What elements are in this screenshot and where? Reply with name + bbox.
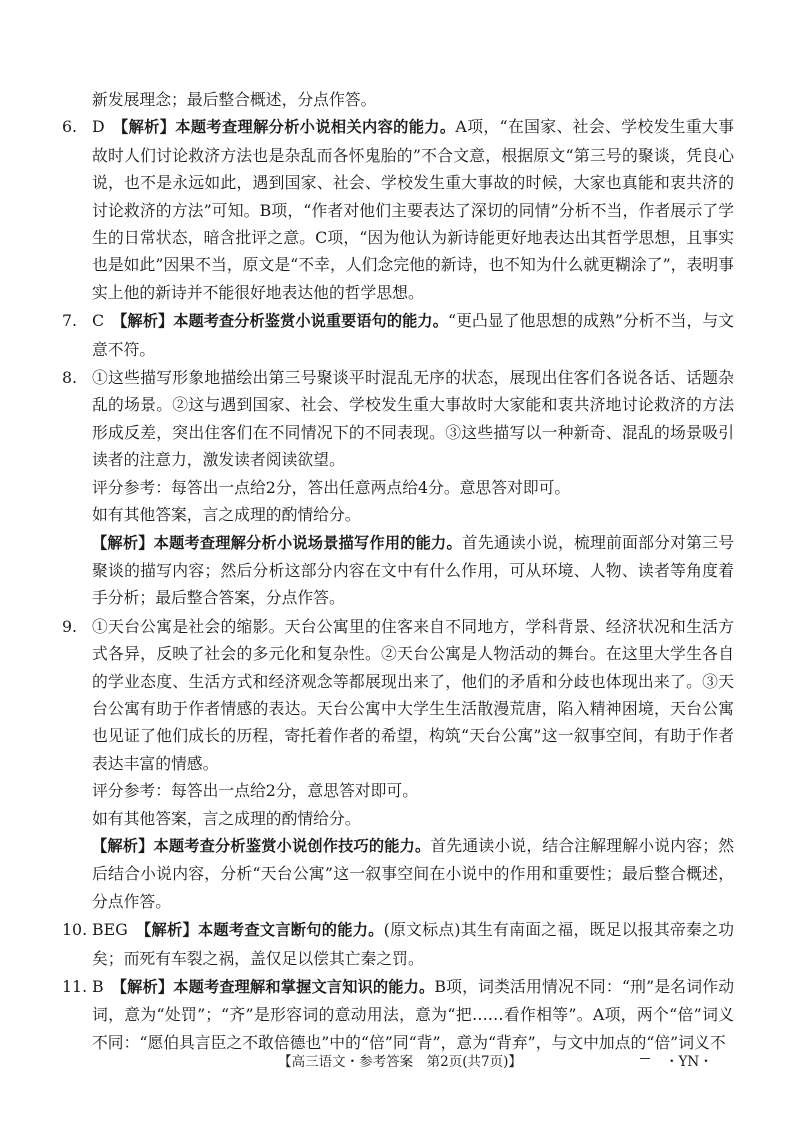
other-answer-note: 如有其他答案，言之成理的酌情给分。 [92, 505, 361, 525]
answer-text: ①这些描写形象地描绘出第三号聚谈平时混乱无序的状态，展现出住客们各说各话、话题杂乱的场景。②这与遇到国家、社会、学校发生重大事故时大家能和衷共济地讨论救济的方法形成反差，突出住客们在不同情况下的不同表现。③这些描写以一种新奇、混乱的场景吸引读者的注意力，激发读者阅读欲望。 [92, 368, 734, 470]
scoring-note: 评分参考：每答出一点给2分，答出任意两点给4分。意思答对即可。 [92, 477, 571, 497]
analysis-tag: 【解析】 [92, 836, 154, 855]
scoring-note: 评分参考：每答出一点给2分，意思答对即可。 [92, 781, 418, 801]
answer-choice: BEG [92, 920, 128, 940]
item-number: 11. [62, 977, 88, 996]
answer-item-9 [62, 613, 734, 915]
analysis-text: A项，“在国家、社会、学校发生重大事故时人们讨论救济方法也是杂乱而各怀鬼胎的”不合文意，根据原文“第三号的聚谈，凭良心说，也不是永远如此，遇到国家、社会、学校发生重大事故的时候，大家也真能和衷共济的讨论救济的方法”可知。B项，“作者对他们主要表达了深切的同情”分析不当，作者展示了学生的日常状态，暗含批评之意。C项，“因为他认为新诗能更好地表达出其哲学思想，且事实也是如此”因果不当，原文是“不幸，人们念完他的新诗，也不知为什么就更糊涂了”，表明事实上他的新诗并不能很好地表达他的哲学思想。 [92, 117, 735, 302]
answer-choice: D [92, 117, 105, 137]
answer-choice: C [92, 311, 105, 331]
analysis-text: 首先通读小说，梳理前面部分对第三号聚谈的描写内容；然后分析这部分内容在文中有什么作用，可从环境、人物、读者等角度着手分析；最后整合答案，分点作答。 [92, 532, 734, 608]
answer-choice: B [92, 977, 104, 996]
analysis-heading: 本题考查理解和掌握文言知识的能力。 [173, 978, 435, 996]
answer-item-7 [62, 307, 734, 363]
analysis-tag: 【解析】 [92, 533, 154, 552]
analysis-heading: 本题考查理解分析小说场景描写作用的能力。 [153, 533, 462, 552]
footer-code: ・YN・ [665, 1054, 713, 1070]
analysis-heading: 本题考查分析鉴赏小说重要语句的能力。 [173, 312, 448, 331]
item-number: 10. [62, 920, 88, 940]
analysis-text: “更凸显了他思想的成熟”分析不当，与文意不符。 [92, 311, 735, 359]
analysis-heading: 本题考查文言断句的能力。 [197, 921, 384, 940]
page-content [62, 86, 734, 1056]
analysis-tag: 【解析】 [135, 921, 198, 940]
answer-item-11 [62, 973, 734, 1056]
item-number: 9. [62, 616, 78, 636]
answer-item-6 [62, 113, 734, 306]
item-number: 8. [62, 368, 78, 388]
analysis-heading: 本题考查分析鉴赏小说创作技巧的能力。 [153, 836, 431, 855]
analysis-text: B项，词类活用情况不同：“刑”是名词作动词，意为“处罚”；“齐”是形容词的意动用法，意为“把……看作相等”。A项，两个“倍”词义不同：“愿伯具言臣之不敢倍德也”中的“倍”同“背”，意为“背弃”，与文中加点的“倍”词义不 [92, 977, 735, 1052]
answer-item-10 [62, 916, 734, 972]
analysis-tag: 【解析】 [112, 312, 174, 331]
analysis-heading: 本题考查理解分析小说相关内容的能力。 [175, 118, 456, 137]
item-number: 7. [62, 311, 78, 331]
continued-line: 新发展理念；最后整合概述，分点作答。 [92, 90, 377, 109]
answer-text: ①天台公寓是社会的缩影。天台公寓里的住客来自不同地方，学科背景、经济状况和生活方式各异，反映了社会的多元化和复杂性。②天台公寓是人物活动的舞台。在这里大学生各自的学业态度、生活方式和经济观念等都展现出来了，他们的矛盾和分歧也体现出来了。③天台公寓有助于作者情感的表达。天台公寓中大学生生活散漫荒唐，陷入精神困境，天台公寓也见证了他们成长的历程，寄托着作者的希望，构筑“天台公寓”这一叙事空间，有助于作者表达丰富的情感。 [92, 616, 734, 773]
analysis-text: 首先通读小说，结合注解理解小说内容；然后结合小说内容，分析“天台公寓”这一叙事空间在小说中的作用和重要性；最后整合概述，分点作答。 [92, 835, 735, 911]
analysis-text: (原文标点)其生有南面之福，既足以报其帝秦之功矣；而死有车裂之祸，盖仅足以偿其亡秦之罚。 [92, 920, 735, 968]
footer-dash [640, 1058, 650, 1059]
item-number: 6. [62, 117, 78, 137]
footer-page-info: 【高三语文・参考答案 第2页(共7页)】 [278, 1054, 522, 1070]
answer-item-8 [62, 364, 734, 612]
other-answer-note: 如有其他答案，言之成理的酌情给分。 [92, 808, 361, 828]
analysis-tag: 【解析】 [112, 118, 176, 137]
analysis-tag: 【解析】 [111, 978, 174, 996]
